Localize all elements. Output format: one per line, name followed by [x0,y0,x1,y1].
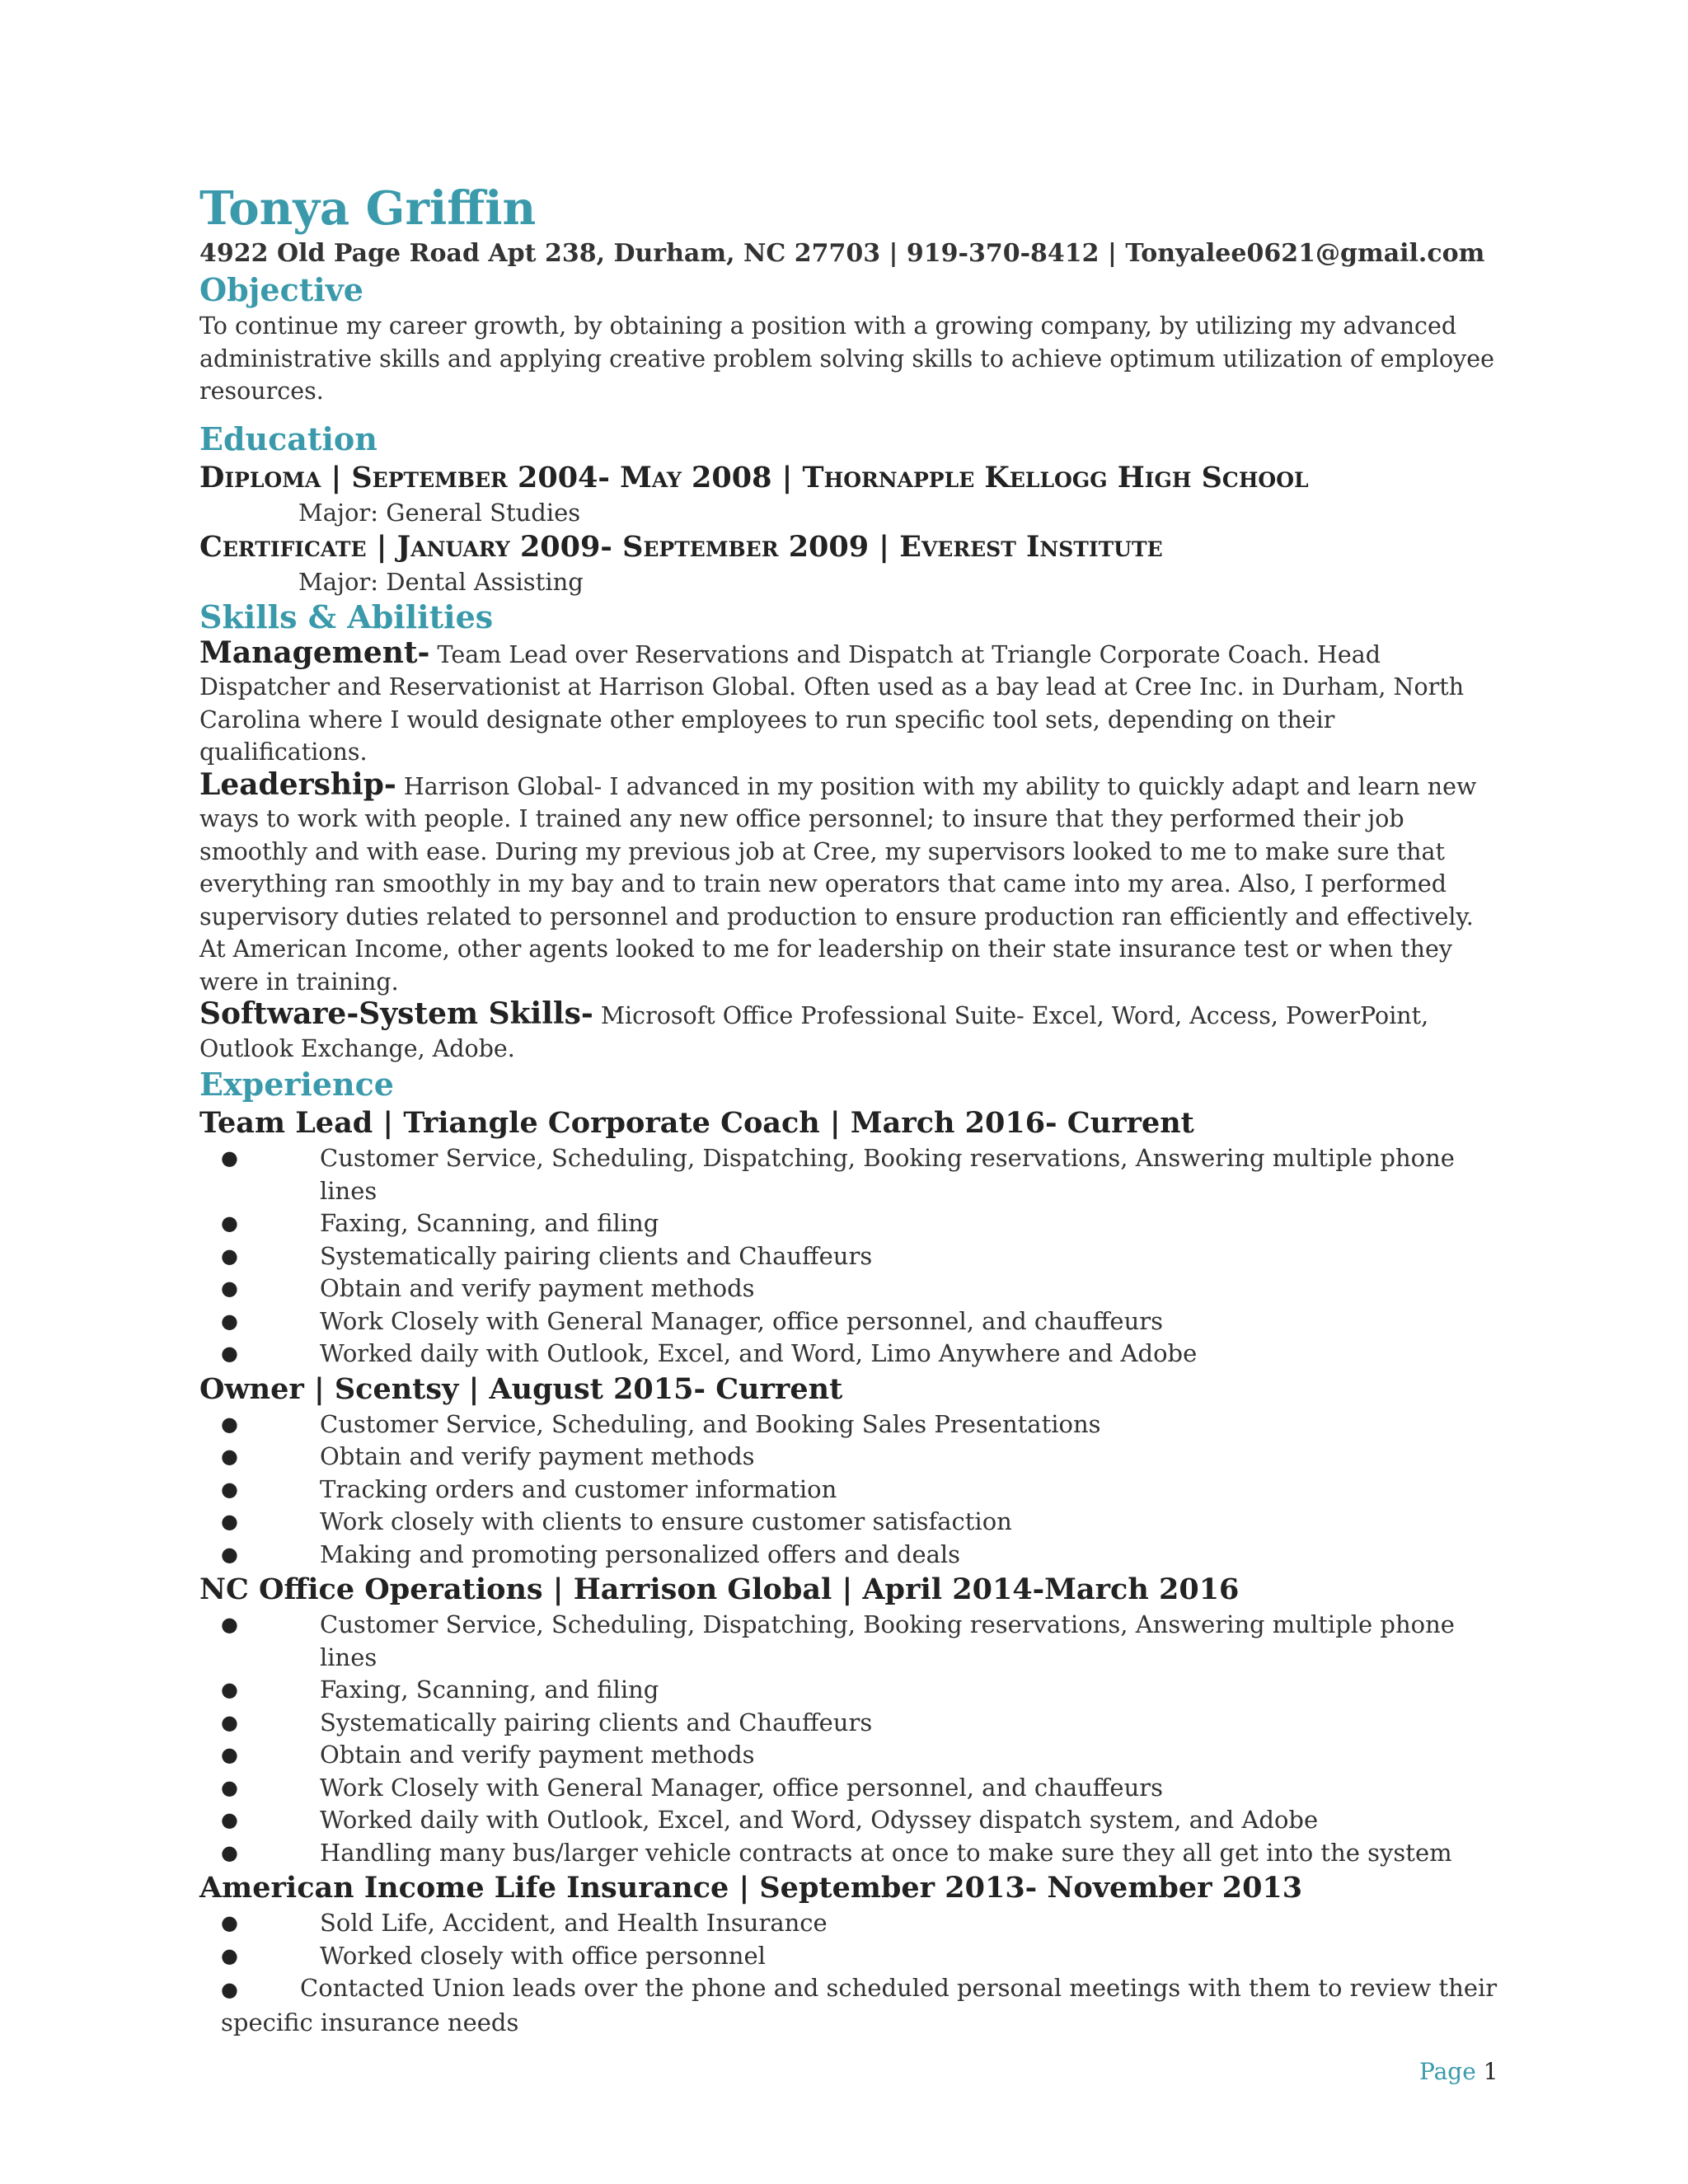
skill-management-text: Team Lead over Reservations and Dispatch at Triangle Corporate Coach. Head Dispatcher and Reservationist at Harrison Global. Often used as a bay lead at Cree Inc. in Durham, North Carolina where I would designate other employees to run specific tool sets, depending on their qualifications. [199,640,1465,766]
list-item [221,1907,1502,1940]
list-item [221,1305,1502,1338]
page-label: Page [1419,2058,1476,2085]
bullet-icon: ● [221,1212,238,1235]
job-title: American Income Life Insurance | September 2013- November 2013 [199,1871,1303,1905]
page-number: 1 [1483,2058,1498,2085]
list-item [221,1207,1502,1240]
skill-leadership-label: Leadership- [199,766,396,802]
resume-content [199,180,1502,2039]
bullet-text: Obtain and verify payment methods [320,1741,755,1769]
education-entry-diploma: Diploma | September 2004- May 2008 | Thornapple Kellogg High School [199,460,1309,494]
bullet-text: Worked daily with Outlook, Excel, and Word, Odyssey dispatch system, and Adobe [320,1806,1319,1834]
spacer [199,408,1502,419]
bullet-icon: ● [221,1911,238,1934]
bullet-icon: ● [221,1613,238,1636]
bullet-text: Customer Service, Scheduling, Dispatching, Booking reservations, Answering multiple phone lines [320,1144,1455,1205]
bullet-icon: ● [221,1445,238,1468]
bullet-icon: ● [221,1342,238,1365]
list-item [221,1772,1502,1805]
job-title: Team Lead | Triangle Corporate Coach | March 2016- Current [199,1106,1194,1140]
list-item [221,1408,1502,1441]
experience-heading: Experience [199,1066,394,1103]
bullet-text: Sold Life, Accident, and Health Insurance [320,1909,828,1937]
bullet-text: Systematically pairing clients and Chauffeurs [320,1241,873,1270]
bullet-text: Handling many bus/larger vehicle contracts at once to make sure they all get into the system [320,1838,1452,1867]
skill-software-label: Software-System Skills- [199,996,593,1031]
bullet-text: Tracking orders and customer information [320,1474,837,1503]
contact-info: 4922 Old Page Road Apt 238, Durham, NC 27703 | 919-370-8412 | Tonyalee0621@gmail.com [199,239,1485,268]
resume-name: Tonya Griffin [199,181,537,236]
list-item [221,1142,1502,1207]
job-bullet-list [199,1408,1502,1572]
skill-management-label: Management- [199,635,430,670]
list-item [221,1240,1502,1273]
bullet-text: Customer Service, Scheduling, and Booking Sales Presentations [320,1409,1101,1438]
bullet-icon: ● [221,1943,238,1967]
bullet-icon: ● [221,1477,238,1501]
bullet-text: Obtain and verify payment methods [320,1442,755,1470]
skill-leadership [199,766,1502,999]
bullet-icon: ● [221,1277,238,1300]
bullet-icon: ● [221,1743,238,1766]
bullet-text: Obtain and verify payment methods [320,1274,755,1302]
page-footer [1419,2057,1498,2087]
bullet-text: Work Closely with General Manager, office personnel, and chauffeurs [320,1306,1163,1335]
skill-software-text: Microsoft Office Professional Suite- Excel, Word, Access, PowerPoint, Outlook Exchange, Adobe. [199,1002,1429,1062]
list-item [221,1338,1502,1371]
bullet-icon: ● [221,1146,238,1169]
skills-heading: Skills & Abilities [199,598,494,635]
job-title: NC Office Operations | Harrison Global | April 2014-March 2016 [199,1572,1240,1606]
bullet-text: Faxing, Scanning, and filing [320,1209,659,1237]
skill-software [199,998,1502,1065]
objective-heading: Objective [199,271,363,308]
education-heading: Education [199,419,377,457]
list-item [221,1609,1502,1674]
bullet-icon: ● [221,1542,238,1566]
bullet-text: Worked daily with Outlook, Excel, and Word, Limo Anywhere and Adobe [320,1339,1198,1367]
list-item [221,1272,1502,1305]
bullet-icon: ● [221,1510,238,1533]
job-bullet-list [199,1907,1502,2039]
skill-management [199,637,1502,769]
bullet-icon: ● [221,1412,238,1436]
list-item [221,1940,1502,1973]
bullet-icon: ● [221,1978,238,2001]
bullet-text: Systematically pairing clients and Chauffeurs [320,1708,873,1736]
experience-jobs [199,1104,1502,2039]
list-item [221,1972,1502,2039]
bullet-text: Work Closely with General Manager, office personnel, and chauffeurs [320,1773,1163,1802]
education-entry-certificate: Certificate | January 2009- September 2009 | Everest Institute [199,529,1163,564]
bullet-text: Contacted Union leads over the phone and scheduled personal meetings with them to review their specific insurance needs [221,1974,1498,2036]
job-title: Owner | Scentsy | August 2015- Current [199,1371,843,1406]
list-item [221,1804,1502,1837]
bullet-icon: ● [221,1808,238,1831]
list-item [221,1539,1502,1572]
job-bullet-list [199,1609,1502,1869]
list-item [221,1506,1502,1539]
objective-text: To continue my career growth, by obtaining a position with a growing company, by utilizing my advanced administrative skills and applying creative problem solving skills to achieve optimum utilization of employee resources. [199,312,1494,405]
list-item [221,1739,1502,1772]
job-bullet-list [199,1142,1502,1371]
bullet-text: Faxing, Scanning, and filing [320,1675,659,1704]
bullet-icon: ● [221,1678,238,1701]
bullet-text: Worked closely with office personnel [320,1941,766,1970]
bullet-icon: ● [221,1710,238,1734]
bullet-icon: ● [221,1244,238,1268]
list-item [221,1441,1502,1474]
list-item [221,1474,1502,1507]
bullet-icon: ● [221,1775,238,1799]
bullet-icon: ● [221,1840,238,1864]
list-item [221,1837,1502,1870]
bullet-icon: ● [221,1309,238,1333]
skill-leadership-text: Harrison Global- I advanced in my position with my ability to quickly adapt and learn new ways to work with people. I trained any new office personnel; to insure that they performed their job smoothly and with ease. During my previous job at Cree, my supervisors looked to me to make sure that everything ran smoothly in my bay and to train new operators that came into my area. Also, I performed supervisory duties related to personnel and production to ensure production ran efficiently and effectively. At American Income, other agents looked to me for leadership on their state insurance test or when they were in training. [199,772,1477,996]
education-major-general-studies: Major: General Studies [298,498,581,527]
bullet-text: Customer Service, Scheduling, Dispatching, Booking reservations, Answering multiple phone lines [320,1610,1455,1671]
bullet-text: Work closely with clients to ensure customer satisfaction [320,1507,1012,1535]
bullet-text: Making and promoting personalized offers and deals [320,1540,961,1568]
list-item [221,1674,1502,1707]
education-major-dental-assisting: Major: Dental Assisting [298,567,584,596]
list-item [221,1707,1502,1740]
